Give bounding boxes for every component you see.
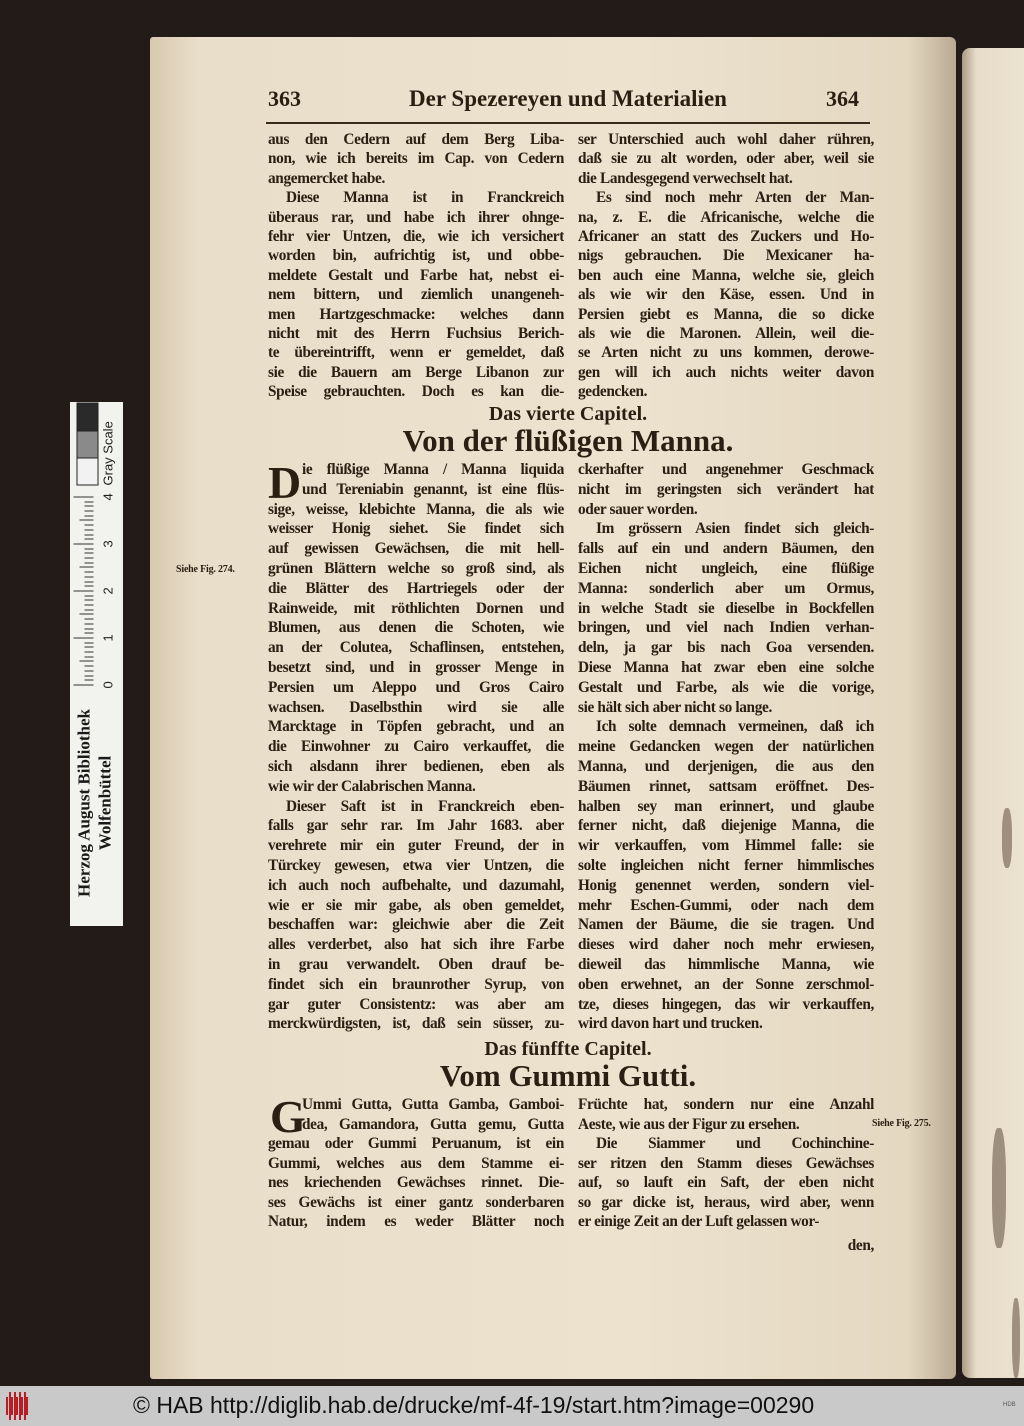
text-line: Im grössern Asien findet sich gleich- [596,520,874,538]
ruler-number: 4 [100,493,116,501]
text-column-left [268,457,564,1034]
text-line: oder sauer worden. [578,500,698,518]
logo-stroke [16,1397,18,1415]
text-line: findet sich ein braunrother Syrup, von [268,975,564,993]
hab-logo-icon [6,1392,28,1420]
ruler-tick [85,548,94,549]
text-line: Africaner an statt des Zuckers und Ho- [578,227,874,245]
text-line: als wie wir den Käse, essen. Und in [578,286,874,304]
ruler-tick [85,515,94,516]
text-line: wie er sie mir gabe, als oben gemeldet, [268,896,564,914]
text-line: halben sey man erinnert, und glaube [578,797,874,815]
catchword [578,1236,874,1255]
text-line: Dieser Saft ist in Franckreich eben- [286,797,564,815]
text-line: angemercket habe. [268,169,385,187]
text-column-right [578,130,874,401]
text-line: ckerhafter und angenehmer Geschmack [578,461,874,478]
text-line: se Arten nicht zu uns kommen, derowe- [578,344,874,362]
text-column-right [578,460,874,1034]
library-label [74,691,116,916]
ruler-tick [85,529,94,530]
library-city: Wolfenbüttel [95,755,115,851]
ruler-number: 1 [100,634,116,642]
text-line: Bäumen rinnet, sattsam eröffnet. Des- [578,777,874,795]
gray-swatch [77,403,99,432]
text-line: Es sind noch mehr Arten der Man- [596,189,874,207]
text-line: die Blätter des Hartriegels oder der [268,579,564,597]
text-line: Manna, und derjenigen, die aus den [578,757,874,775]
text-line: ich auch noch aufbehalte, und dazumahl, [268,876,564,894]
gray-swatch [77,430,99,459]
ruler-tick [85,534,94,535]
gray-scale-card [70,402,123,926]
text-line: die Landesgegend verwechselt hat. [578,169,793,187]
text-line: auf gewissen Gewächsen, die mit hell- [268,540,564,558]
ruler-tick [85,501,94,502]
chapter-title: Von der flüßigen Manna. [402,423,734,458]
text-line: Diese Manna ist in Franckreich [286,189,564,207]
chapter-label: Das fünffte Capitel. [484,1038,652,1060]
text-line: dieses wird daher noch mehr erwiesen, [578,936,874,954]
text-line: besetzt sind, und in grosser Menge in [268,658,564,676]
illustration-fragment [1002,808,1012,868]
ruler-tick [85,628,94,629]
page-number-left: 363 [268,86,301,111]
text-line: in grau verwandelt. Oben drauf be- [268,955,564,973]
library-name: Herzog August Bibliothek [74,709,94,897]
ruler-tick [85,539,94,540]
text-line: oben erwehnet, an der Sonne zerschmol- [578,975,874,993]
text-line: nem bittern, und ziemlich unangeneh- [268,286,564,304]
page-number-right: 364 [826,86,859,111]
text-line: gen will ich auch nichts weiter davon [578,363,874,381]
ruler-tick [80,567,94,568]
text-line: aus den Cedern auf dem Berg Liba- [268,131,564,148]
text-line: auf, so lauft ein Saft, der eben nicht [578,1174,874,1191]
text-line: ben auch eine Manna, welche sie, gleich [578,266,874,284]
text-line: merckwürdigsten, ist, daß sein süsser, zu- [268,1015,564,1033]
ruler-tick [85,623,94,624]
text-line: deln, ja gar bis nach Goa versenden. [578,639,874,657]
text-line: na, z. E. die Africanische, welche die [578,208,874,226]
header-rule [266,122,870,124]
text-line: weisser Honig siehet. Sie findet sich [268,520,564,538]
text-line: wachsen. Daselbsthin wird sie alle [268,698,564,716]
footer-bar [0,1386,1024,1426]
text-line: fehr vier Untzen, die, wie ich versichert [268,227,564,245]
text-line: Namen der Bäume, die sie tragen. Und [578,916,874,934]
text-line: ser Unterschied auch wohl daher rühren, [578,131,874,148]
logo-stroke [6,1397,8,1415]
ruler-tick [85,619,94,620]
text-line: gedencken. [578,383,648,401]
text-line: solte ingleichen nicht ferner himmlisches [578,856,874,874]
ruler-tick [85,647,94,648]
logo-stroke [11,1397,13,1415]
illustration-fragment [1012,1298,1020,1378]
chapter-title: Vom Gummi Gutti. [439,1058,697,1093]
text-line: Honig genennet werden, sondern viel- [578,876,874,894]
text-line: Gestalt und Farbe, als wie die vorige, [578,678,874,696]
ruler-tick [85,600,94,601]
text-line: Blumen, aus denen die Schoten, wie [268,619,564,637]
ruler-tick [74,638,94,639]
ruler-tick [85,652,94,653]
catchword-text: den, [847,1237,874,1254]
ruler-tick [85,633,94,634]
text-line: Früchte hat, sondern nur eine Anzahl [578,1096,874,1113]
text-line: dea, Gamandora, Gutta gemu, Gutta [302,1115,564,1133]
text-line: gar guter Consistentz: was aber am [268,995,564,1013]
text-line: Marcktage in Töpfen gebracht, und an [268,718,564,736]
adjacent-page-edge [962,48,1024,1378]
ruler-tick [85,576,94,577]
text-line: ses Gewächs ist einer gantz sonderbaren [268,1193,564,1211]
text-line: so gar dicke ist, heraus, wird aber, wenn [578,1193,874,1211]
ruler-tick [80,661,94,662]
text-line: Eichen nicht ungleich, eine flüßige [578,559,874,577]
text-line: worden bin, aufrichtig ist, und obbe- [268,247,564,265]
text-line: nes kriechenden Gewächses rinnet. Die- [268,1174,564,1191]
ruler-tick [85,525,94,526]
text-line: sie die Bauern am Berge Libanon zur [268,363,564,381]
text-line: grünen Blättern welche so groß sind, als [268,559,564,577]
ruler-tick [74,591,94,592]
text-column-left [268,1091,564,1232]
logo-stroke [21,1397,23,1415]
text-line: Rainweide, mit röthlichten Dornen und [268,599,564,617]
text-column-right [578,1095,874,1232]
gray-scale-label: Gray Scale [100,421,116,486]
text-line: meine Gedancken wegen der natürlichen [578,738,874,756]
text-line: wir verkauffen, vom Himmel falle: sie [578,837,874,855]
text-line: in welche Stadt sie dieselbe in Bockfellen [578,599,874,617]
text-line: Persien giebt es Manna, die so dicke [578,305,874,323]
ruler-tick [85,605,94,606]
ruler-tick [85,642,94,643]
text-line: nicht mit des Herrn Fuchsius Berich- [268,324,564,342]
ruler-tick [85,595,94,596]
text-line: Türckey gewesen, etwa vier Untzen, die [268,856,564,874]
ruler-tick [74,544,94,545]
text-line: er einige Zeit an der Luft gelassen wor- [578,1213,820,1230]
text-line: Diese Manna hat zwar eben eine solche [578,658,874,676]
ruler-tick [85,506,94,507]
text-line: beschaffen war: gleichwie aber die Zeit [268,916,564,934]
text-line: Aeste, wie aus der Figur zu ersehen. [578,1115,800,1133]
text-line: sie hält sich aber nicht so lange. [578,698,772,716]
text-line: an der Colutea, Schaflinsen, entstehen, [268,639,564,657]
text-line: sich alsdann ihrer bedienen, eben als [268,757,564,775]
margin-note: Siehe Fig. 274. [176,564,235,575]
text-line: Ich solte demnach vermeinen, daß ich [596,718,874,736]
text-line: non, wie ich bereits im Cap. von Cedern [268,150,564,168]
text-line: dieweil das himmlische Manna, wie [578,955,874,973]
ruler-tick [85,558,94,559]
illustration-fragment [992,1128,1006,1248]
text-line: bringen, und viel nach Indien verhan- [578,619,874,637]
text-line: Speise gebrauchten. Doch es kan die- [268,383,564,401]
ruler-tick [85,553,94,554]
ruler-tick [85,581,94,582]
ruler-tick [80,614,94,615]
ruler-tick [85,656,94,657]
ruler-tick [85,666,94,667]
ruler-tick [74,497,94,498]
text-line: Gummi, welches aus dem Stamme ei- [268,1154,564,1172]
ruler-tick [85,609,94,610]
text-column-left [268,130,564,401]
text-line: nigs gebrauchen. Die Mexicaner ha- [578,247,874,265]
text-line: daß sie zu alt worden, oder aber, weil sie [578,150,874,168]
text-line: tze, dieses hingegen, das wir verkauffen, [578,995,874,1013]
drop-cap: G [270,1091,306,1142]
text-line: te übereintrifft, wenn er gemeldet, daß [268,344,564,362]
text-line: meldete Gestalt und Farbe hat, nebst ei- [268,266,564,284]
text-line: ser ritzen den Stamm dieses Gewächses [578,1154,874,1172]
text-line: sige, weisse, klebichte Manna, die als wie [268,500,564,518]
text-line: überaus rar, und habe ich ihrer ohnge- [268,208,564,226]
ruler-number: 2 [100,587,116,595]
logo-stroke [26,1397,28,1415]
text-line: wie wir der Calabrischen Manna. [268,777,476,795]
text-line: die Einwohner zu Cairo verkauffet, die [268,738,564,756]
text-line: als wie die Maronen. Allein, weil die- [578,324,874,342]
chapter-label: Das vierte Capitel. [488,403,648,425]
text-line: Persien um Aleppo und Gros Cairo [268,678,564,696]
text-line: alles verderbet, also hat sich ihre Farbe [268,936,564,954]
ruler-tick [85,562,94,563]
gray-swatch [77,457,99,486]
text-line: falls auf ein und andern Bäumen, den [578,540,874,558]
text-line: wird davon hart und trucken. [578,1015,763,1033]
ruler-tick [85,680,94,681]
text-line: Natur, indem es weder Blätter noch [268,1213,564,1230]
ruler-tick [85,511,94,512]
text-line: ferner nicht, daß diejenige Manna, die [578,817,874,835]
text-line: nicht im geringsten sich verändert hat [578,480,874,498]
ruler-number: 0 [100,681,116,689]
running-title: Der Spezereyen und Materialien [409,86,727,111]
margin-note: Siehe Fig. 275. [872,1118,931,1129]
text-line: verehrete mir ein guter Freund, der in [268,837,564,855]
text-line: mehr Eschen-Gummi, oder nach dem [578,896,874,914]
ruler-tick [85,670,94,671]
ruler-tick [85,572,94,573]
text-line: gemau oder Gummi Peruanum, ist ein [268,1135,564,1152]
text-line: men Hartzgeschmacke: welches dann [268,305,564,323]
ruler-tick [85,675,94,676]
text-line: falls gar sehr rar. Im Jahr 1683. aber [268,817,564,835]
ruler-tick [85,586,94,587]
ruler-number: 3 [100,540,116,548]
text-line: ie flüßige Manna / Manna liquida [302,461,564,478]
text-line: Ummi Gutta, Gutta Gamba, Gamboi- [302,1096,564,1113]
text-line: Die Siammer und Cochinchine- [596,1135,874,1152]
ruler-tick [74,685,94,686]
text-line: Manna: sonderlich aber um Ormus, [578,579,874,597]
copyright-url[interactable]: © HAB http://diglib.hab.de/drucke/mf-4f-19/start.htm?image=00290 [133,1392,815,1418]
ruler-tick [80,520,94,521]
footer-mark: HDB [1003,1402,1016,1408]
ruler [74,493,116,689]
text-line: und Tereniabin genannt, ist eine flüs- [302,480,564,498]
drop-cap: D [268,457,302,508]
